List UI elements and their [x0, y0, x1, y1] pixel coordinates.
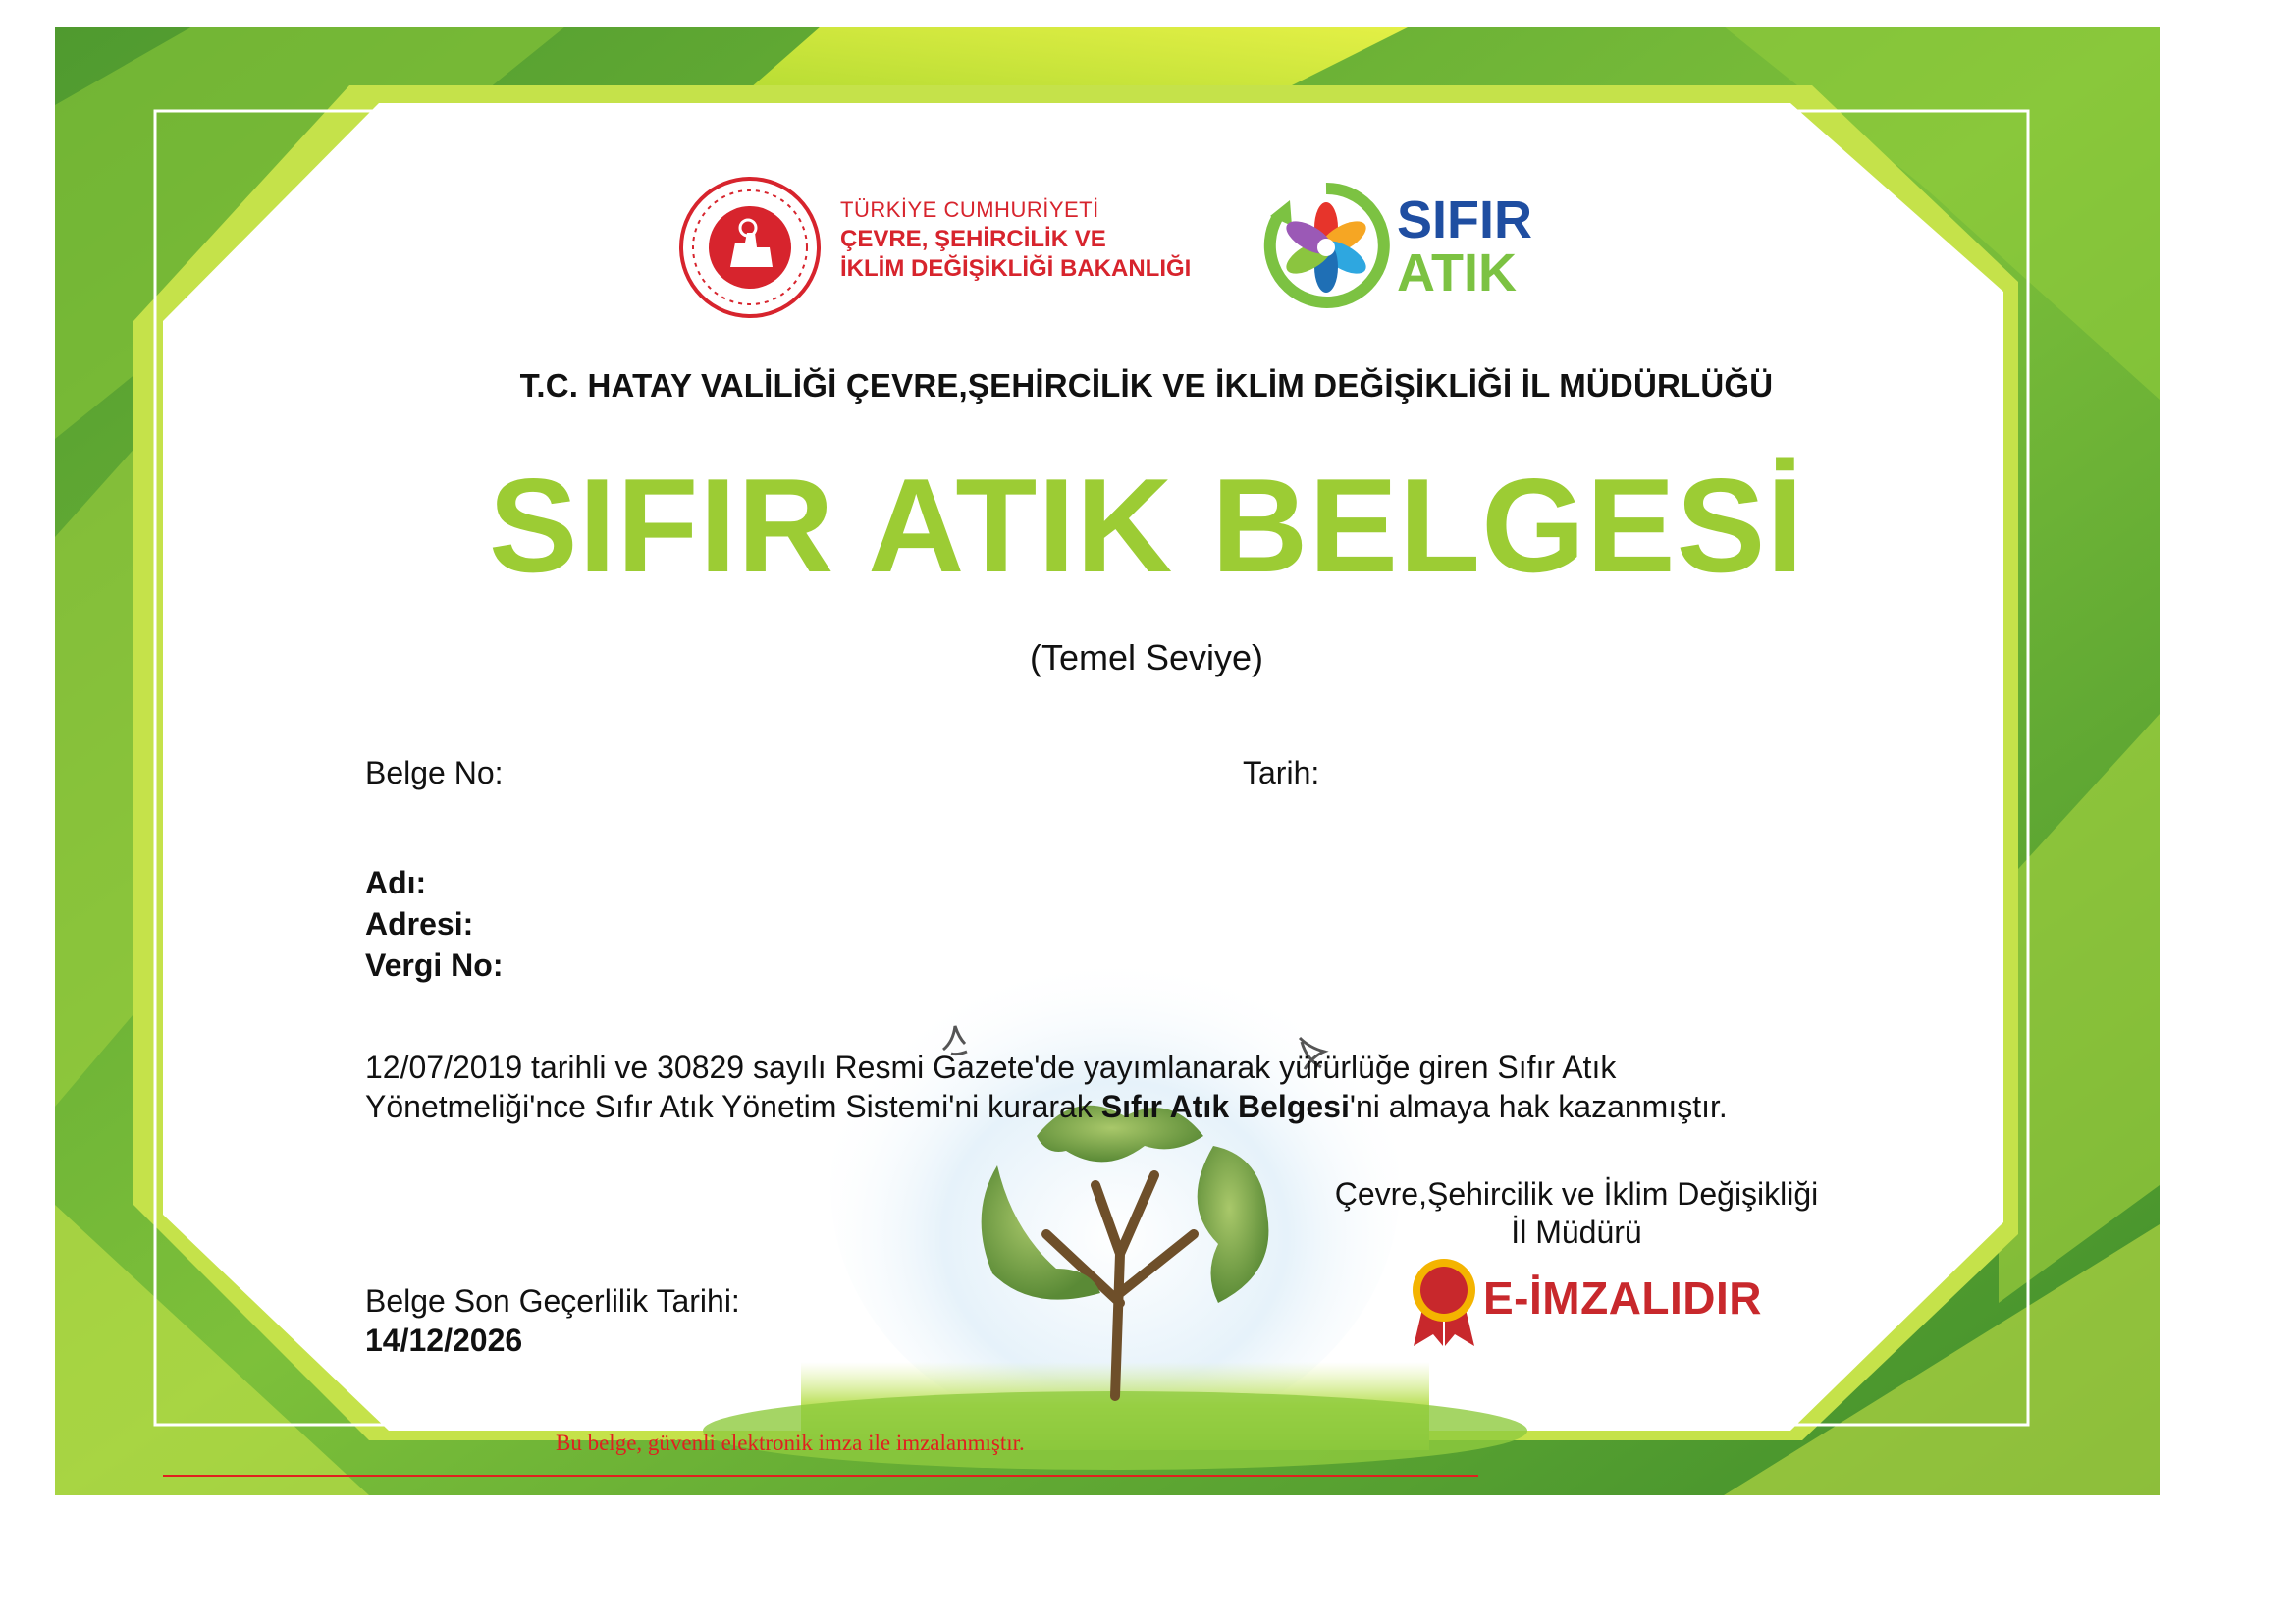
zero-waste-logo-line1: SIFIR	[1397, 190, 1533, 249]
statement-line2	[365, 1087, 1896, 1126]
certificate	[55, 27, 2160, 1495]
zero-waste-logo-text	[1397, 190, 1533, 302]
statement-line2-bold: Sıfır Atık Belgesi	[1100, 1089, 1350, 1124]
ministry-line3: İKLİM DEĞİŞİKLİĞİ BAKANLIĞI	[840, 255, 1192, 282]
certificate-level: (Temel Seviye)	[1029, 637, 1264, 677]
certificate-title: SIFIR ATIK BELGESİ	[488, 451, 1805, 600]
signatory-line2: İl Müdürü	[1511, 1215, 1642, 1250]
adi-label: Adı:	[365, 865, 427, 900]
statement-line1: 12/07/2019 tarihli ve 30829 sayılı Resmi Gazete'de yayımlanarak yürürlüğe giren Sıfır Atık	[365, 1050, 1617, 1085]
ministry-name	[840, 195, 1191, 284]
electronic-signature-note: Bu belge, güvenli elektronik imza ile imzalanmıştır.	[556, 1431, 1025, 1455]
statement-line2-post: 'ni almaya hak kazanmıştır.	[1349, 1089, 1728, 1124]
issuing-organization: T.C. HATAY VALİLİĞİ ÇEVRE,ŞEHİRCİLİK VE İKLİM DEĞİŞİKLİĞİ İL MÜDÜRLÜĞÜ	[519, 367, 1774, 404]
signatory	[1321, 1175, 1832, 1252]
signatory-line1: Çevre,Şehircilik ve İklim Değişikliği	[1334, 1176, 1819, 1212]
vergi-no-label: Vergi No:	[365, 947, 504, 983]
ministry-seal-logo	[676, 174, 824, 321]
statement-line2-pre: Yönetmeliği'nce Sıfır Atık Yönetim Sistemi'ni kurarak	[365, 1089, 1101, 1124]
zero-waste-logo-line2: ATIK	[1397, 243, 1517, 302]
expiry-label: Belge Son Geçerlilik Tarihi:	[365, 1283, 740, 1319]
certificate-statement	[365, 1048, 1896, 1126]
ministry-line1: TÜRKİYE CUMHURİYETİ	[840, 197, 1099, 222]
tarih-label: Tarih:	[1243, 755, 1320, 790]
adresi-label: Adresi:	[365, 906, 474, 942]
expiry-date: 14/12/2026	[365, 1323, 523, 1358]
signature-divider-line	[163, 1474, 1478, 1478]
ribbon-badge-icon	[1410, 1256, 1478, 1349]
zero-waste-flower-icon	[1262, 179, 1390, 311]
e-signature-stamp: E-İMZALIDIR	[1483, 1272, 1763, 1324]
ministry-line2: ÇEVRE, ŞEHİRCİLİK VE	[840, 226, 1106, 252]
belge-no-label: Belge No:	[365, 755, 504, 790]
